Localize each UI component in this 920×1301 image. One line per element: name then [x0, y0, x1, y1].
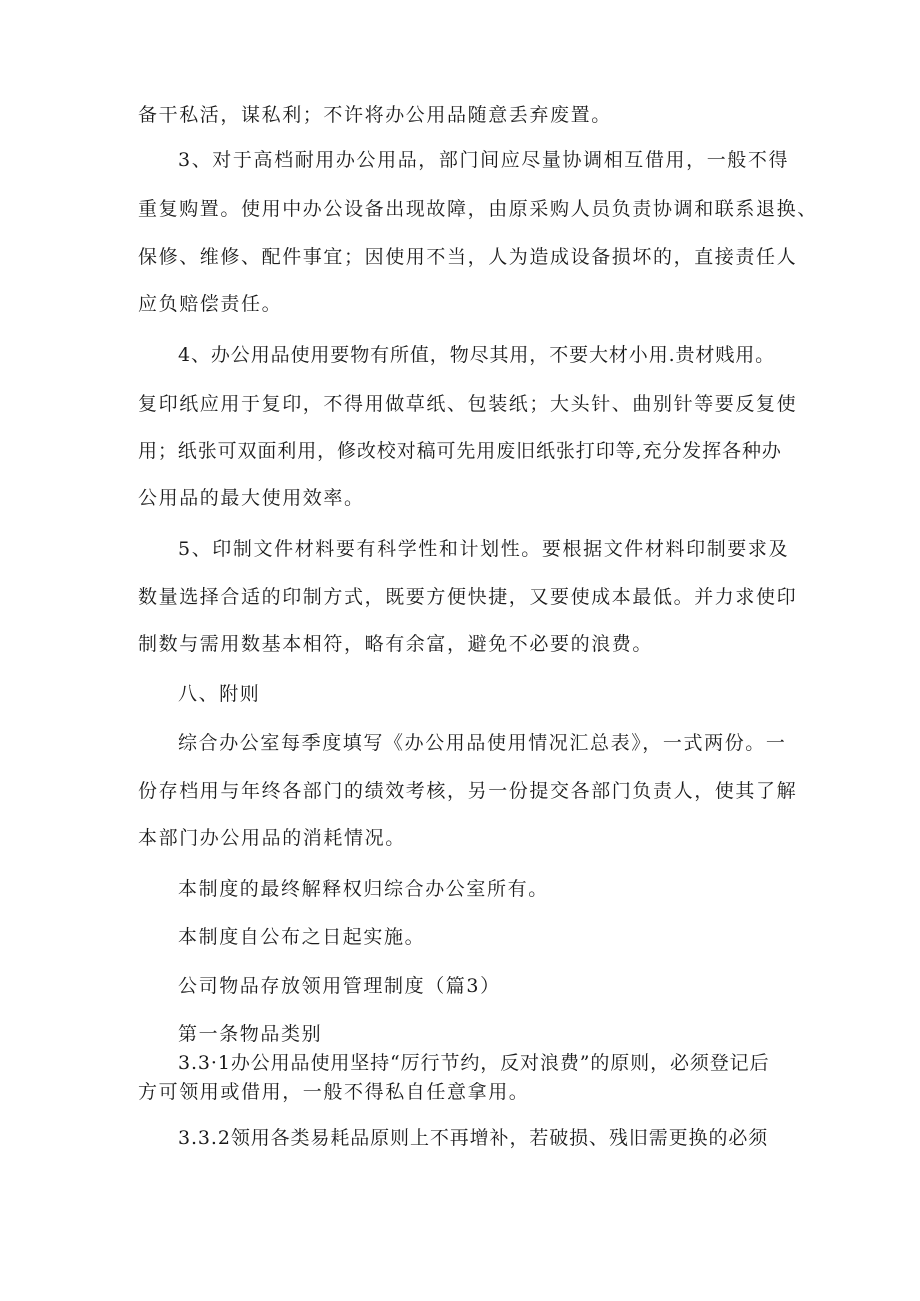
- text-line: 3.3.2领用各类易耗品原则上不再增补，若破损、残旧需更换的必须: [178, 1127, 769, 1149]
- text-line: 综合办公室每季度填写《办公用品使用情况汇总表》，一式两份。一: [178, 732, 787, 754]
- text-line: 本制度的最终解释权归综合办公室所有。: [178, 878, 549, 900]
- text-line: 5、印制文件材料要有科学性和计划性。要根据文件材料印制要求及: [178, 538, 790, 560]
- text-line: 复印纸应用于复印，不得用做草纸、包装纸；大头针、曲别针等要反复使: [138, 393, 798, 415]
- text-line: 备干私活，谋私利；不许将办公用品随意丢弃废置。: [138, 104, 612, 126]
- section-heading: 公司物品存放领用管理制度（篇3）: [178, 975, 501, 997]
- text-line: 数量选择合适的印制方式，既要方便快捷，又要使成本最低。并力求使印: [138, 586, 798, 608]
- text-line: 份存档用与年终各部门的绩效考核，另一份提交各部门负责人，使其了解: [138, 780, 798, 802]
- text-line: 本制度自公布之日起实施。: [178, 926, 426, 948]
- text-line: 制数与需用数基本相符，略有余富，避免不必要的浪费。: [138, 633, 654, 655]
- text-line: 方可领用或借用，一般不得私自任意拿用。: [138, 1081, 530, 1103]
- text-line: 公用品的最大使用效率。: [138, 487, 365, 509]
- text-line: 用；纸张可双面利用，修改校对稿可先用废旧纸张打印等,充分发挥各种办: [138, 440, 782, 462]
- text-line: 3.3·1办公用品使用坚持“厉行节约，反对浪费”的原则，必须登记后: [178, 1052, 770, 1074]
- text-line: 应负赔偿责任。: [138, 293, 283, 315]
- text-line: 3、对于高档耐用办公用品，部门间应尽量协调相互借用，一般不得: [178, 149, 790, 171]
- text-line: 4、办公用品使用要物有所值，物尽其用，不要大材小用.贵材贱用。: [178, 344, 776, 366]
- text-line: 保修、维修、配件事宜；因使用不当，人为造成设备损坏的，直接责任人: [138, 246, 798, 268]
- text-line: 本部门办公用品的消耗情况。: [138, 827, 406, 849]
- section-heading: 第一条物品类别: [178, 1023, 323, 1045]
- text-line: 重复购置。使用中办公设备出现故障，由原采购人员负责协调和联系退换、: [138, 198, 818, 220]
- section-heading: 八、附则: [178, 683, 261, 705]
